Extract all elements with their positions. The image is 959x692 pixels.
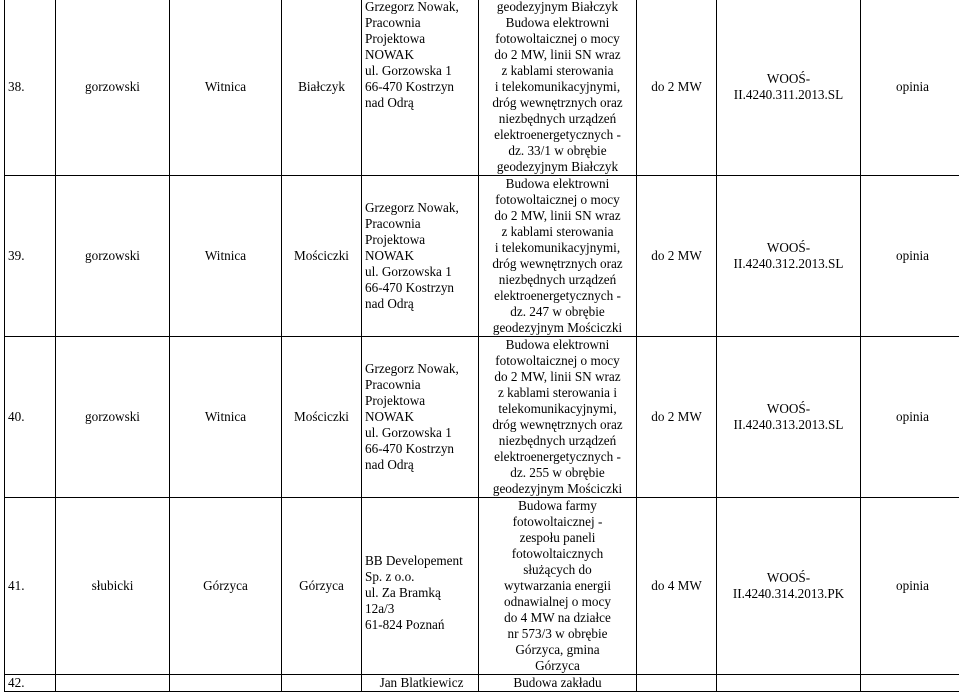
signature-cell-line: WOOŚ- [717,240,860,256]
investor-cell-line: 12a/3 [365,601,478,617]
description-cell-line: fotowoltaicznej o mocy [479,192,636,208]
description-cell-line: dróg wewnętrznych oraz [479,95,636,111]
powiat-cell [56,675,170,692]
description-cell [479,0,637,176]
description-cell-line: elektroenergetycznych - [479,449,636,465]
signature-cell-line: WOOŚ- [717,401,860,417]
signature-cell-line: II.4240.312.2013.SL [717,256,860,272]
gmina-cell: Witnica [170,337,282,498]
description-cell-line: dróg wewnętrznych oraz [479,256,636,272]
description-cell-line: i telekomunikacyjnymi, [479,79,636,95]
description-cell [479,675,637,692]
investor-cell-line: BB Developement [365,553,478,569]
description-cell-line: geodezyjnym Białczyk [479,159,636,175]
description-cell-line: i telekomunikacyjnymi, [479,240,636,256]
signature-cell [717,176,861,337]
table-body [5,0,959,692]
signature-cell-line: II.4240.314.2013.PK [717,586,860,602]
description-cell-line: do 4 MW na działce [479,610,636,626]
description-cell-line: elektroenergetycznych - [479,288,636,304]
table-row [5,498,959,675]
gmina-cell: Witnica [170,176,282,337]
signature-cell-line: II.4240.313.2013.SL [717,417,860,433]
signature-cell [717,0,861,176]
description-cell-line: Budowa zakładu [479,675,636,691]
signature-cell [717,337,861,498]
investor-cell-line: Pracownia [365,216,478,232]
investor-cell-line: Projektowa [365,393,478,409]
table-row [5,176,959,337]
obreb-cell: Mościczki [282,337,362,498]
investor-cell-line: Pracownia [365,377,478,393]
description-cell [479,498,637,675]
signature-cell-line: WOOŚ- [717,71,860,87]
investor-cell-line: Grzegorz Nowak, [365,0,478,15]
description-cell-line: geodezyjnym Mościczki [479,320,636,336]
table-row [5,337,959,498]
powiat-cell: gorzowski [56,337,170,498]
opinion-cell [861,675,959,692]
description-cell-line: fotowoltaicznej - [479,514,636,530]
description-cell-line: dz. 255 w obrębie [479,465,636,481]
investor-cell-line: 66-470 Kostrzyn [365,280,478,296]
gmina-cell: Witnica [170,0,282,176]
powiat-cell: słubicki [56,498,170,675]
description-cell-line: do 2 MW, linii SN wraz [479,47,636,63]
investor-cell-line: Sp. z o.o. [365,569,478,585]
investor-cell-line: Pracownia [365,15,478,31]
description-cell-line: z kablami sterowania [479,63,636,79]
description-cell-line: Budowa elektrowni [479,337,636,353]
power-cell: do 2 MW [637,176,717,337]
description-cell-line: Górzyca, gmina [479,642,636,658]
description-cell-line: dróg wewnętrznych oraz [479,417,636,433]
description-cell-line: fotowoltaicznych [479,546,636,562]
description-cell-line: do 2 MW, linii SN wraz [479,369,636,385]
row-number: 41. [5,498,56,675]
power-cell: do 2 MW [637,0,717,176]
description-cell-line: niezbędnych urządzeń [479,433,636,449]
investor-cell-line: Jan Blatkiewicz [365,675,478,691]
power-cell [637,675,717,692]
description-cell-line: wytwarzania energii [479,578,636,594]
description-cell [479,337,637,498]
description-cell-line: do 2 MW, linii SN wraz [479,208,636,224]
investor-cell [362,337,479,498]
investor-cell [362,176,479,337]
investor-cell-line: NOWAK [365,248,478,264]
investor-cell-line: ul. Gorzowska 1 [365,425,478,441]
investor-cell [362,498,479,675]
gmina-cell [170,675,282,692]
description-cell [479,176,637,337]
opinion-cell: opinia [861,337,959,498]
investor-cell-line: ul. Gorzowska 1 [365,264,478,280]
investor-cell-line: 66-470 Kostrzyn [365,441,478,457]
power-cell: do 2 MW [637,337,717,498]
investor-cell-line: nad Odrą [365,457,478,473]
description-cell-line: niezbędnych urządzeń [479,272,636,288]
description-cell-line: służących do [479,562,636,578]
row-number: 42. [5,675,56,692]
description-cell-line: z kablami sterowania i [479,385,636,401]
description-cell-line: zespołu paneli [479,530,636,546]
opinion-cell: opinia [861,0,959,176]
investor-cell-line: Projektowa [365,31,478,47]
description-cell-line: Budowa elektrowni [479,15,636,31]
investor-cell-line: Grzegorz Nowak, [365,361,478,377]
obreb-cell [282,675,362,692]
description-cell-line: fotowoltaicznej o mocy [479,31,636,47]
investor-cell-line: ul. Za Bramką [365,585,478,601]
signature-cell-line: WOOŚ- [717,570,860,586]
investor-cell-line: NOWAK [365,47,478,63]
description-cell-line: geodezyjnym Białczyk [479,0,636,15]
obreb-cell: Białczyk [282,0,362,176]
description-cell-line: z kablami sterowania [479,224,636,240]
power-cell: do 4 MW [637,498,717,675]
description-cell-line: dz. 247 w obrębie [479,304,636,320]
register-table [4,0,959,692]
signature-cell-line: II.4240.311.2013.SL [717,87,860,103]
obreb-cell: Mościczki [282,176,362,337]
investor-cell-line: 66-470 Kostrzyn [365,79,478,95]
powiat-cell: gorzowski [56,0,170,176]
description-cell-line: Budowa elektrowni [479,176,636,192]
investor-cell-line: NOWAK [365,409,478,425]
investor-cell-line: Projektowa [365,232,478,248]
investor-cell [362,675,479,692]
row-number: 39. [5,176,56,337]
investor-cell-line: ul. Gorzowska 1 [365,63,478,79]
description-cell-line: fotowoltaicznej o mocy [479,353,636,369]
description-cell-line: elektroenergetycznych - [479,127,636,143]
table-row [5,675,959,692]
description-cell-line: Górzyca [479,658,636,674]
description-cell-line: nr 573/3 w obrębie [479,626,636,642]
row-number: 40. [5,337,56,498]
description-cell-line: Budowa farmy [479,498,636,514]
description-cell-line: niezbędnych urządzeń [479,111,636,127]
description-cell-line: odnawialnej o mocy [479,594,636,610]
powiat-cell: gorzowski [56,176,170,337]
investor-cell-line: nad Odrą [365,95,478,111]
opinion-cell: opinia [861,176,959,337]
signature-cell [717,675,861,692]
investor-cell-line: 61-824 Poznań [365,617,478,633]
investor-cell [362,0,479,176]
investor-cell-line: nad Odrą [365,296,478,312]
opinion-cell: opinia [861,498,959,675]
obreb-cell: Górzyca [282,498,362,675]
investor-cell-line: Grzegorz Nowak, [365,200,478,216]
signature-cell [717,498,861,675]
description-cell-line: dz. 33/1 w obrębie [479,143,636,159]
row-number: 38. [5,0,56,176]
table-row [5,0,959,176]
gmina-cell: Górzyca [170,498,282,675]
description-cell-line: geodezyjnym Mościczki [479,481,636,497]
description-cell-line: telekomunikacyjnymi, [479,401,636,417]
